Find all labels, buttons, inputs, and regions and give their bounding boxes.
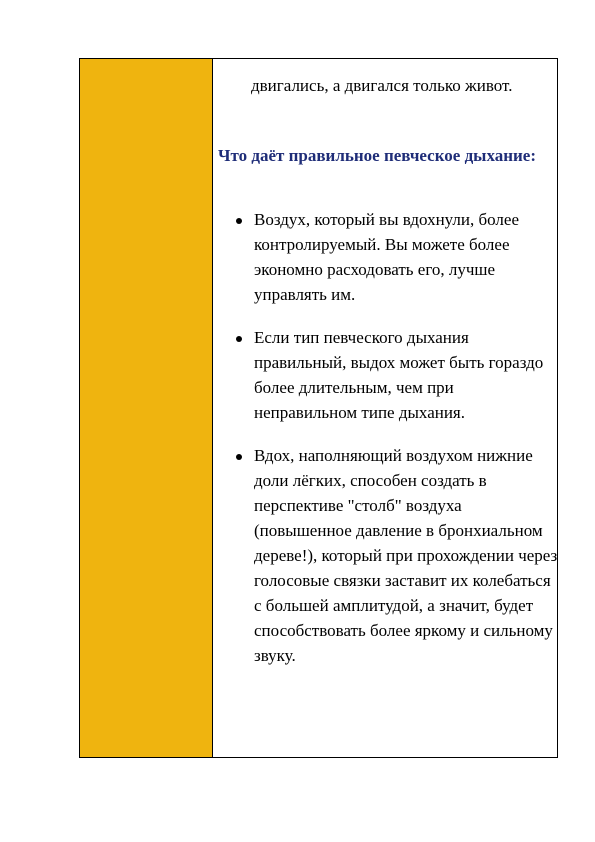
list-item-text: Вдох, наполняющий воздухом нижние доли лёгких, способен создать в перспективе "столб" воздуха (повышенное давление в бронхиальном дереве!), который при прохождении через голосовые связки заставит их колебаться с большей амплитудой, а значит, будет способствовать более яркому и сильному звуку. [254,446,558,665]
list-item-text: Если тип певческого дыхания правильный, выдох может быть гораздо более длительным, чем при неправильном типе дыхания. [254,328,544,422]
list-item [213,443,558,668]
continued-paragraph: двигались, а двигался только живот. [251,76,513,95]
list-item [213,207,558,307]
content-column [213,59,557,757]
benefits-list [213,207,558,686]
bullet-icon [236,336,242,342]
bullet-icon [236,218,242,224]
list-item [213,325,558,425]
bullet-icon [236,454,242,460]
section-heading: Что даёт правильное певческое дыхание: [218,146,537,165]
document-table [79,58,558,758]
yellow-sidebar-column [80,59,213,757]
list-item-text: Воздух, который вы вдохнули, более контролируемый. Вы можете более экономно расходовать его, лучше управлять им. [254,210,520,304]
